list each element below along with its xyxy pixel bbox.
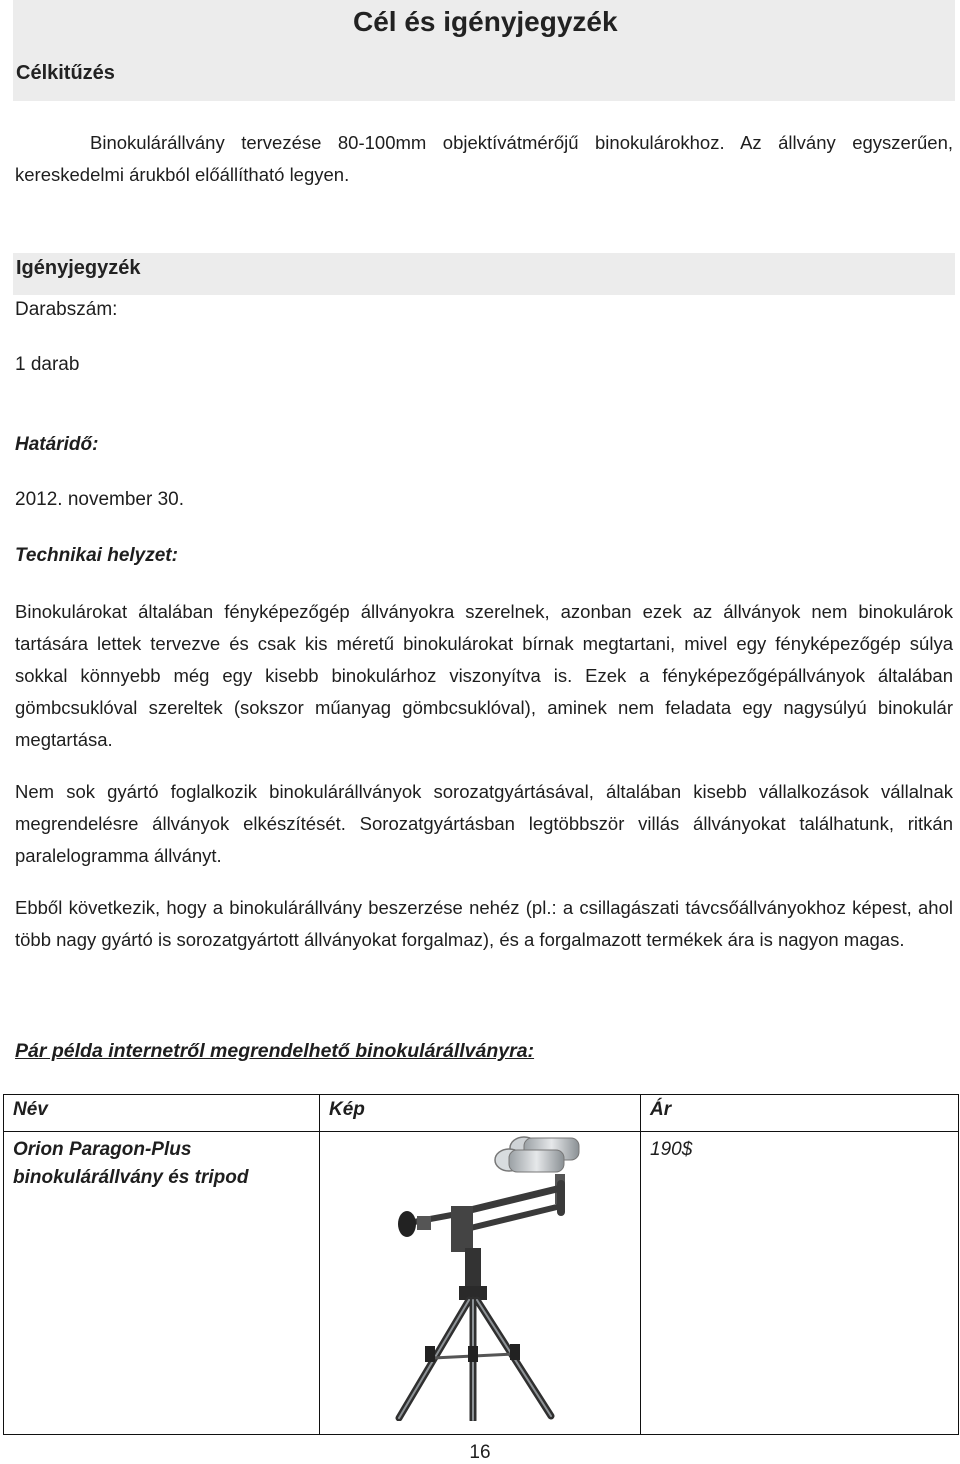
paragraph-2: Nem sok gyártó foglalkozik binokulárállványok sorozatgyártásával, általában kisebb vállalkozások vállalnak megrendelésre állványok elkészítését. Sorozatgyártásban legtöbbször villás állványokat találhatunk, ritkán paralelogramma állványt. — [15, 781, 953, 866]
deadline-value: 2012. november 30. — [15, 489, 185, 510]
quantity-value: 1 darab — [15, 354, 80, 375]
deadline-label: Határidő: — [15, 434, 99, 455]
page-number: 16 — [469, 1442, 491, 1463]
objective-paragraph: Binokulárállvány tervezése 80-100mm objektívátmérőjű binokulárokhoz. Az állvány egyszerűen, kereskedelmi árukból előállítható legyen. — [15, 132, 953, 185]
section-heading-requirements: Igényjegyzék — [16, 257, 141, 279]
product-image-cell — [320, 1132, 641, 1435]
table-header-row — [4, 1095, 959, 1132]
column-header-name: Név — [4, 1095, 320, 1132]
requirements-band — [13, 253, 955, 295]
paragraph-1: Binokulárokat általában fényképezőgép állványokra szerelnek, azonban ezek az állványok nem binokulárok tartására lettek tervezve és csak kis méretű binokulárokat bírnak megtartani, mivel egy fényképezőgép súlya sokkal könnyebb még egy kisebb binokulárhoz viszonyítva is. Ezek a fényképezőgépállványok általában gömbcsuklóval szereltek (sokszor műanyag gömbcsuklóval), aminek nem feladata egy nagysúlyú binokulár megtartása. — [15, 601, 953, 750]
section-heading-objective: Célkitűzés — [16, 62, 115, 84]
paragraph-3: Ebből következik, hogy a binokulárállvány beszerzése nehéz (pl.: a csillagászati távcsőállványokhoz képest, ahol több nagy gyártó is sorozatgyártott állványokat forgalmaz), és a forgalmazott termékek ára is nagyon magas. — [15, 897, 953, 950]
binocular-tripod-image — [329, 1136, 629, 1421]
column-header-image: Kép — [320, 1095, 641, 1132]
product-name: Orion Paragon-Plus binokulárállvány és tripod — [4, 1132, 320, 1435]
examples-table — [3, 1094, 959, 1435]
page-title: Cél és igényjegyzék — [353, 6, 618, 37]
quantity-label: Darabszám: — [15, 299, 118, 320]
tech-status-label: Technikai helyzet: — [15, 545, 178, 566]
mount-arm-shape — [398, 1184, 561, 1252]
examples-heading: Pár példa internetről megrendelhető binokulárállványra: — [15, 1040, 535, 1062]
tripod-legs-shape — [399, 1300, 551, 1420]
title-banner — [13, 0, 955, 101]
table-row — [4, 1132, 959, 1435]
product-price: 190$ — [641, 1132, 959, 1435]
column-header-price: Ár — [641, 1095, 959, 1132]
